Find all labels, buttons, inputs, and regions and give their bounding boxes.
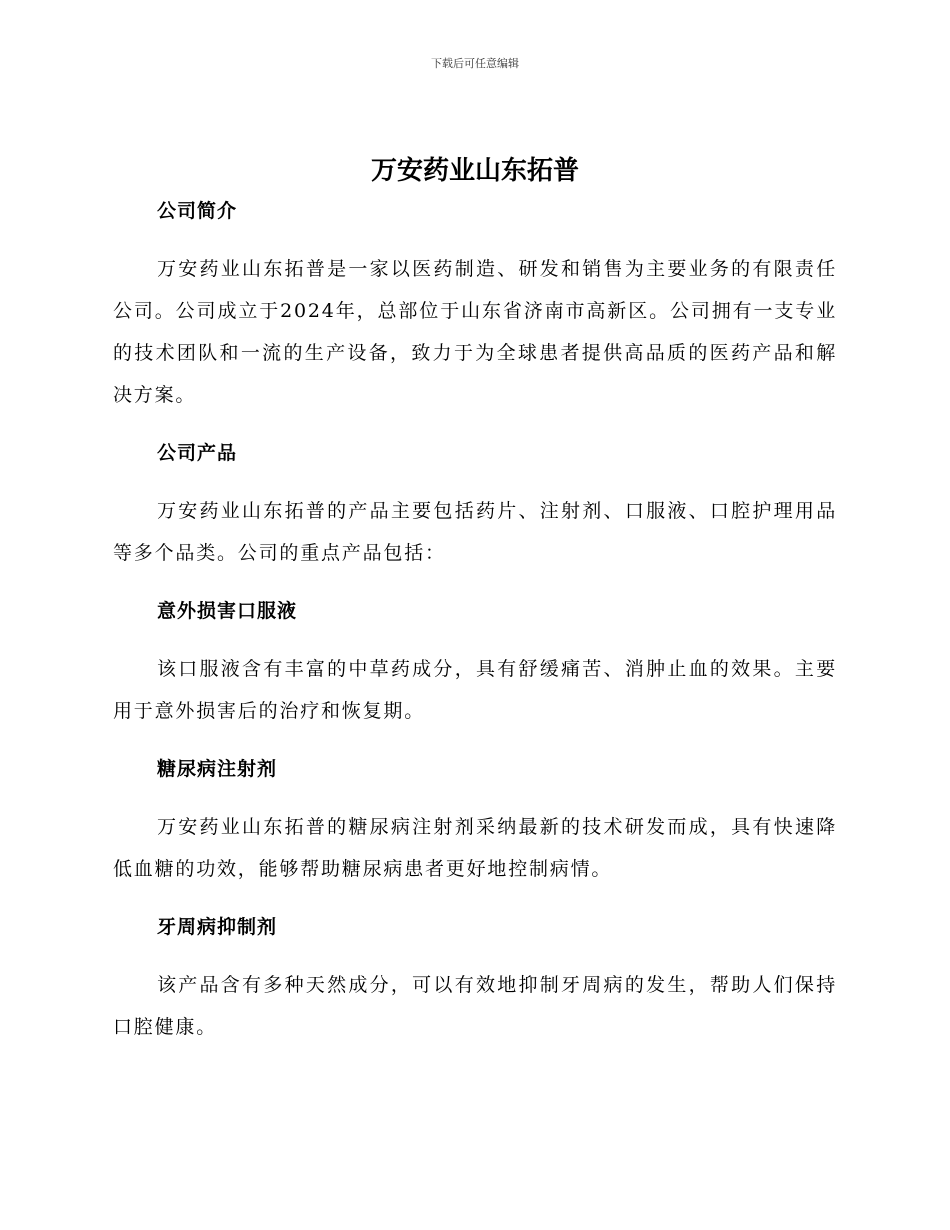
section-paragraph: 该口服液含有丰富的中草药成分，具有舒缓痛苦、消肿止血的效果。主要用于意外损害后的治疗和恢复期。: [113, 658, 837, 722]
section-oral-liquid: [113, 596, 837, 754]
section-periodontal-inhibitor: [113, 912, 837, 1048]
document-title: 万安药业山东拓普: [370, 156, 579, 186]
section-paragraph: 该产品含有多种天然成分，可以有效地抑制牙周病的发生，帮助人们保持口腔健康。: [113, 974, 837, 1038]
section-diabetes-injection: [113, 754, 837, 912]
header-note: 下载后可任意编辑: [431, 57, 519, 70]
section-paragraph: 万安药业山东拓普是一家以医药制造、研发和销售为主要业务的有限责任公司。公司成立于2024年，总部位于山东省济南市高新区。公司拥有一支专业的技术团队和一流的生产设备，致力于为全球患者提供高品质的医药产品和解决方案。: [113, 258, 837, 406]
section-heading: 糖尿病注射剂: [157, 758, 278, 780]
section-paragraph: 万安药业山东拓普的糖尿病注射剂采纳最新的技术研发而成，具有快速降低血糖的功效，能够帮助糖尿病患者更好地控制病情。: [113, 816, 837, 880]
section-heading: 意外损害口服液: [157, 600, 298, 622]
section-heading: 牙周病抑制剂: [157, 916, 278, 938]
section-heading: 公司产品: [157, 442, 238, 464]
section-heading: 公司简介: [157, 200, 238, 222]
section-company-intro: [113, 196, 837, 438]
document-body: [113, 196, 837, 1048]
section-paragraph: 万安药业山东拓普的产品主要包括药片、注射剂、口服液、口腔护理用品等多个品类。公司的重点产品包括：: [113, 500, 837, 564]
section-company-products: [113, 438, 837, 596]
